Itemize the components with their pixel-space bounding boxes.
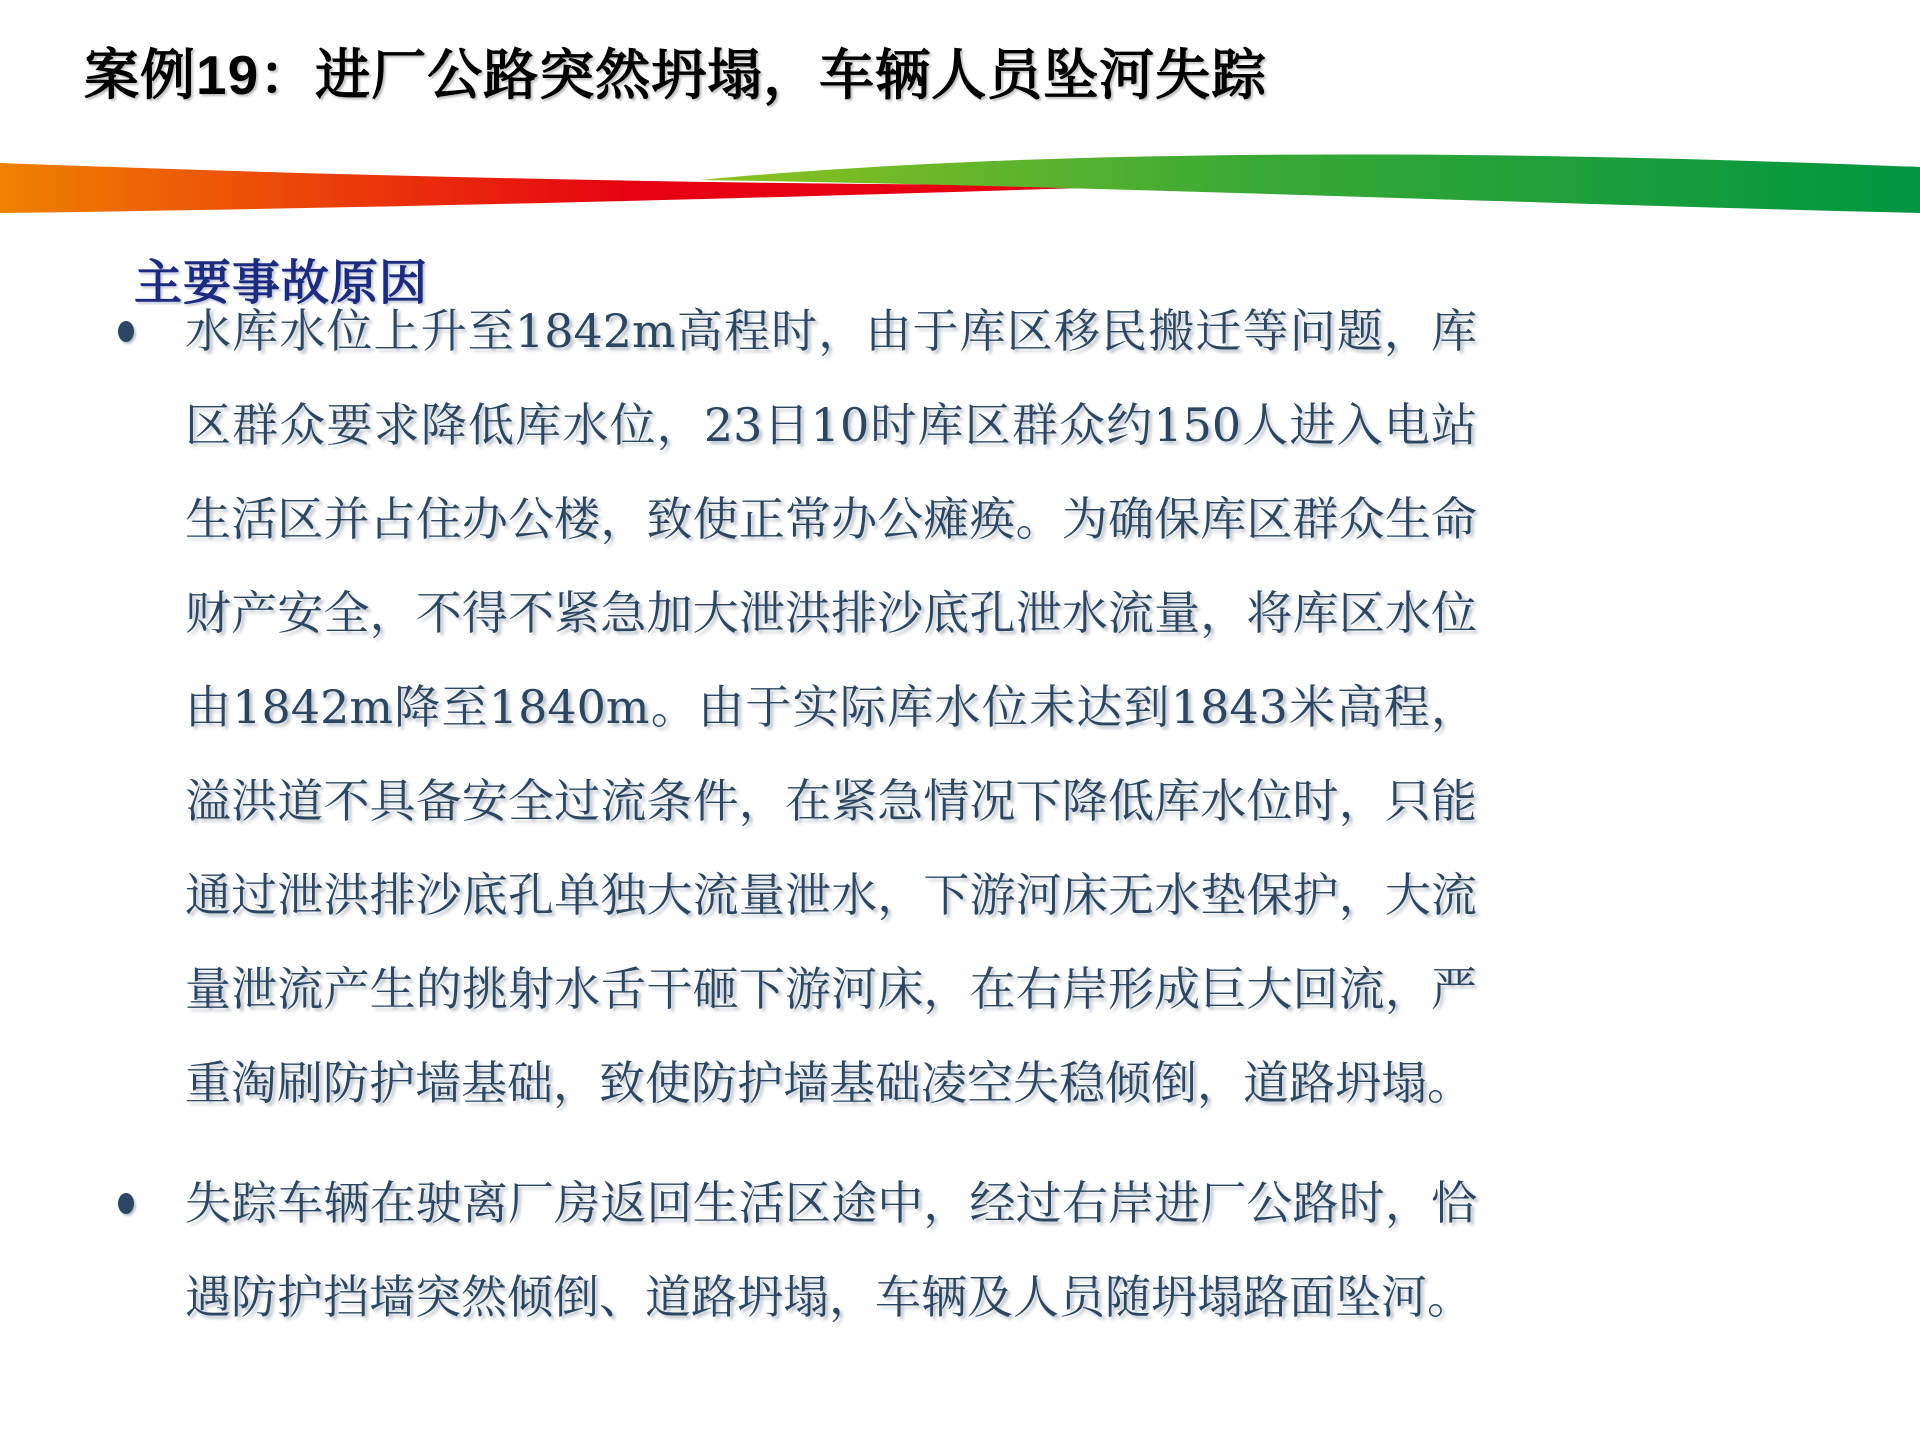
ribbon-green-swoosh bbox=[700, 154, 1920, 213]
bullet-dot-icon bbox=[118, 1193, 134, 1214]
bullet-list bbox=[110, 284, 1480, 1370]
bullet-dot-icon bbox=[118, 321, 134, 342]
section-heading: 主要事故原因 bbox=[134, 257, 429, 310]
page-title: 案例19：进厂公路突然坍塌，车辆人员坠河失踪 bbox=[84, 44, 1268, 106]
bullet-text-1: 水库水位上升至1842m高程时，由于库区移民搬迁等问题，库区群众要求降低库水位，23日10时库区群众约150人进入电站生活区并占住办公楼，致使正常办公瘫痪。为确保库区群众生命财产安全，不得不紧急加大泄洪排沙底孔泄水流量，将库区水位由1842m降至1840m。由于实际库水位未达到1843米高程，溢洪道不具备安全过流条件，在紧急情况下降低库水位时，只能通过泄洪排沙底孔单独大流量泄水，下游河床无水垫保护，大流量泄流产生的挑射水舌干砸下游河床，在右岸形成巨大回流，严重淘刷防护墙基础，致使防护墙基础凌空失稳倾倒，道路坍塌。 bbox=[185, 304, 1477, 1110]
bullet-text-2: 失踪车辆在驶离厂房返回生活区途中，经过右岸进厂公路时，恰遇防护挡墙突然倾倒、道路坍塌，车辆及人员随坍塌路面坠河。 bbox=[185, 1176, 1477, 1324]
bullet-item-1 bbox=[110, 284, 1477, 1130]
bullet-item-2 bbox=[110, 1156, 1477, 1344]
